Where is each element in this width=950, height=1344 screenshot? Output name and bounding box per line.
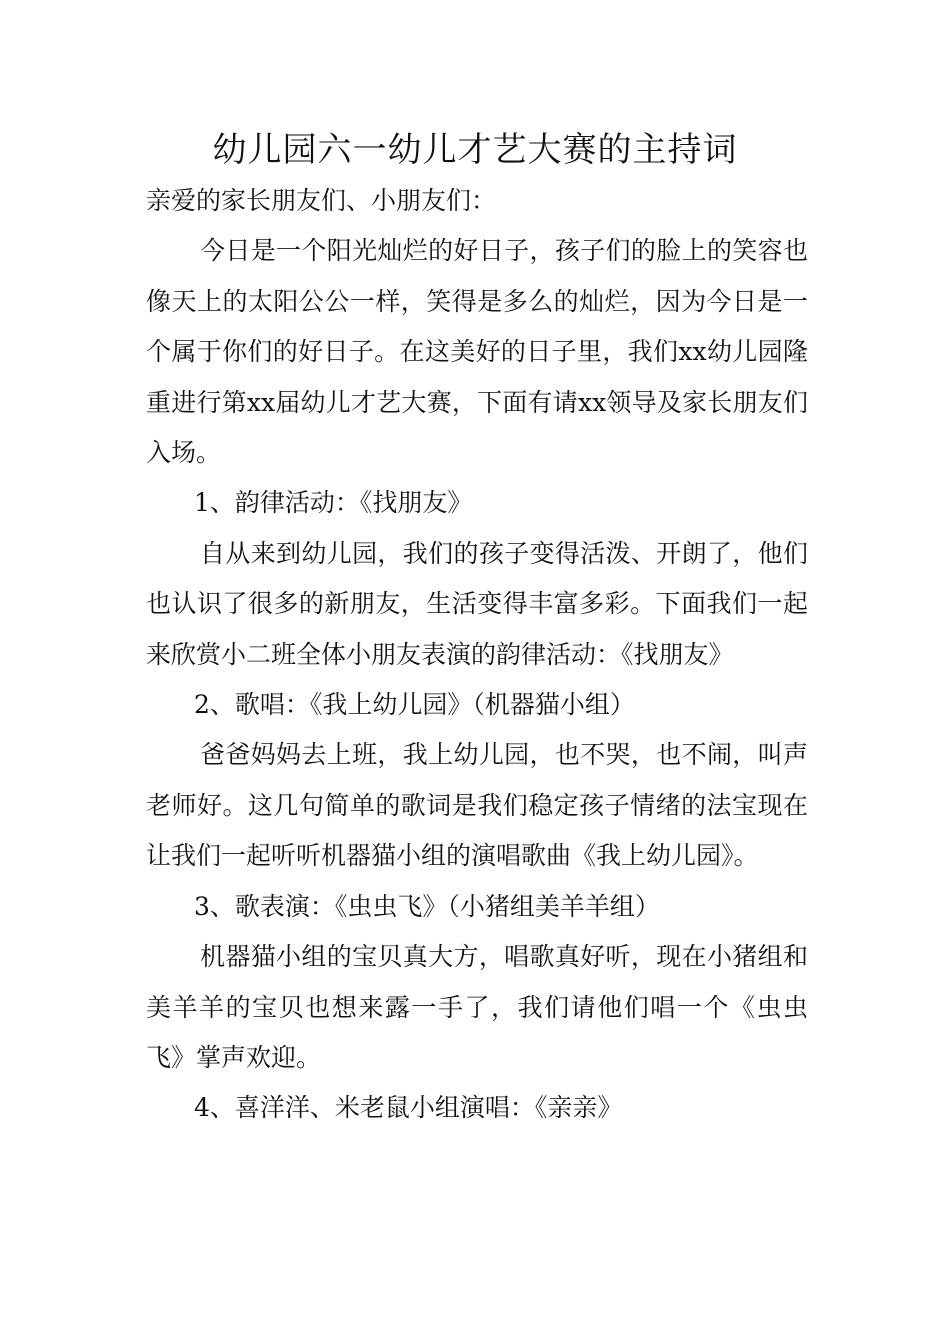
- document-title: 幼儿园六一幼儿才艺大赛的主持词: [212, 130, 738, 170]
- program-item-1-heading: 1、韵律活动：《找朋友》: [194, 488, 473, 518]
- program-item-2-intro: 爸爸妈妈去上班，我上幼儿园，也不哭，也不闹，叫声老师好。这几句简单的歌词是我们稳定孩子情绪的法宝现在让我们一起听听机器猫小组的演唱歌曲《我上幼儿园》。: [146, 740, 808, 871]
- program-item-4-heading: 4、喜洋洋、米老鼠小组演唱：《亲亲》: [194, 1093, 623, 1123]
- program-item-3-heading: 3、歌表演：《虫虫飞》（小猪组美羊羊组）: [194, 891, 660, 921]
- document-body: [146, 176, 808, 1134]
- opening-paragraph: 今日是一个阳光灿烂的好日子，孩子们的脸上的笑容也像天上的太阳公公一样，笑得是多么的灿烂，因为今日是一个属于你们的好日子。在这美好的日子里，我们xx幼儿园隆重进行第xx届幼儿才艺大赛，下面有请xx领导及家长朋友们入场。: [146, 236, 808, 468]
- greeting-paragraph: 亲爱的家长朋友们、小朋友们：: [146, 186, 497, 215]
- program-item-1-intro: 自从来到幼儿园，我们的孩子变得活泼、开朗了，他们也认识了很多的新朋友，生活变得丰富多彩。下面我们一起来欣赏小二班全体小朋友表演的韵律活动：《找朋友》: [146, 538, 808, 669]
- program-item-2-heading: 2、歌唱：《我上幼儿园》（机器猫小组）: [194, 690, 635, 720]
- program-item-3-intro: 机器猫小组的宝贝真大方，唱歌真好听，现在小猪组和美羊羊的宝贝也想来露一手了，我们请他们唱一个《虫虫飞》掌声欢迎。: [146, 942, 808, 1072]
